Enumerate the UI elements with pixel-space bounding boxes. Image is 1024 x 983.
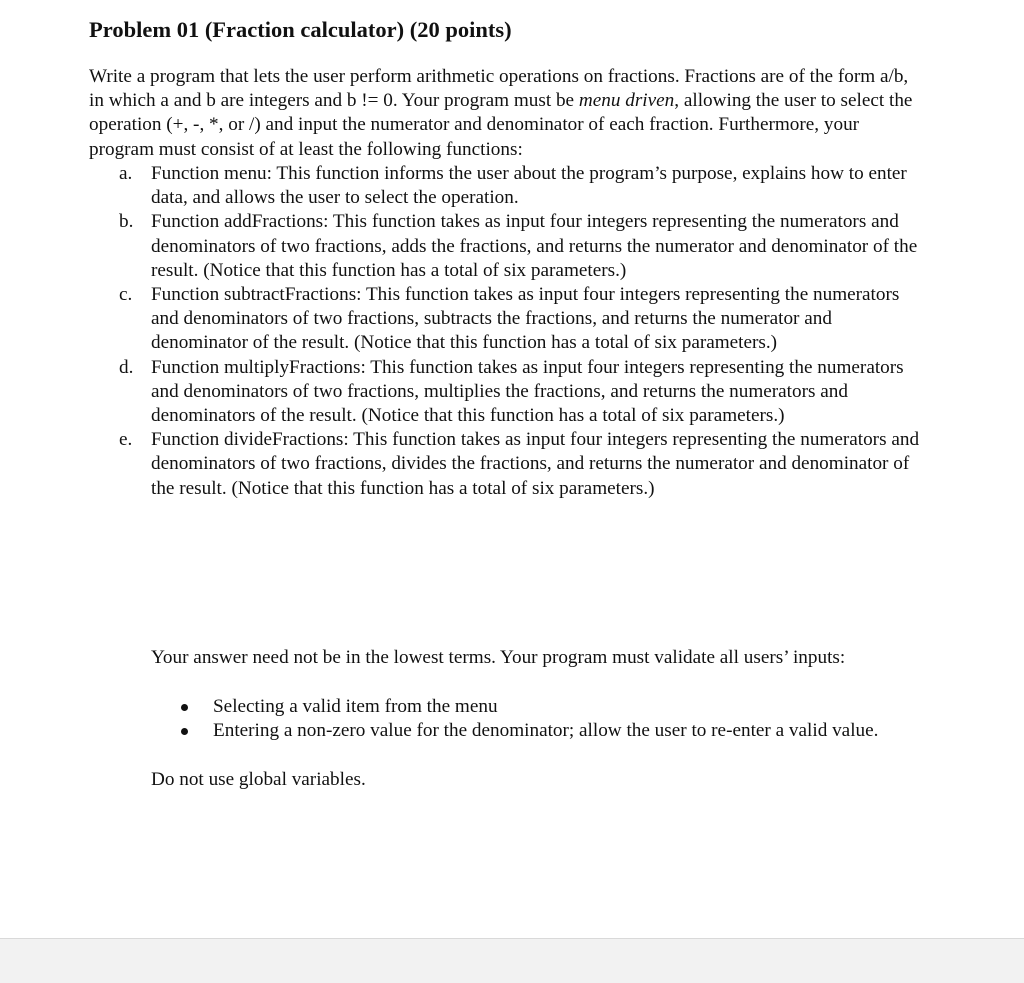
validation-item (151, 695, 911, 719)
validation-note: Your answer need not be in the lowest terms. Your program must validate all users’ inputs: (151, 647, 846, 668)
function-item-add-fractions (89, 210, 924, 283)
intro-paragraph (89, 65, 924, 162)
list-marker: a. (119, 163, 133, 184)
closing-instruction: Do not use global variables. (151, 769, 366, 790)
function-item-subtract-fractions (89, 283, 924, 356)
validation-item (151, 719, 911, 743)
viewer-bottom-bar (0, 938, 1024, 983)
validation-text: Entering a non-zero value for the denominator; allow the user to re-enter a valid value. (213, 720, 879, 742)
problem-title: Problem 01 (Fraction calculator) (20 points) (89, 17, 512, 42)
function-item-multiply-fractions (89, 356, 924, 429)
function-description: Function multiplyFractions: This function takes as input four integers representing the numerators and denominators of two fractions, multiplies the fractions, and returns the numerators and denominators of the result. (Notice that this function has a total of six parameters.) (151, 356, 904, 427)
intro-text-end: , allowing the user to select the operation (+, -, *, or /) and input the numerator and denominator of each fraction. Furthermore, your program must consist of at least the following functions: (89, 90, 913, 160)
function-description: Function addFractions: This function takes as input four integers representing the numerators and denominators of two fractions, adds the fractions, and returns the numerator and denominator of the result. (Notice that this function has a total of six parameters.) (151, 211, 918, 281)
function-description: Function menu: This function informs the user about the program’s purpose, explains how to enter data, and allows the user to select the operation. (151, 163, 907, 209)
validation-list (151, 695, 911, 743)
list-marker: e. (119, 429, 133, 451)
function-description: Function divideFractions: This function takes as input four integers representing the numerators and denominators of two fractions, divides the fractions, and returns the numerator and denominator of the result. (Notice that this function has a total of six parameters.) (151, 429, 920, 499)
function-list (89, 162, 924, 501)
list-marker: b. (119, 211, 134, 233)
list-marker: c. (119, 284, 133, 306)
function-item-divide-fractions (89, 428, 924, 501)
bullet-icon (181, 704, 188, 711)
list-marker: d. (119, 356, 134, 378)
intro-text-start: Write a program that lets the user perform arithmetic operations on fractions. Fractions are of the form a/b, in which a and b are integers and b != 0. Your program must be (89, 66, 909, 112)
bullet-icon (181, 728, 188, 735)
intro-emphasis: menu driven (578, 90, 675, 112)
function-description: Function subtractFractions: This function takes as input four integers representing the numerators and denominators of two fractions, subtracts the fractions, and returns the numerator and denominator of the result. (Notice that this function has a total of six parameters.) (151, 284, 900, 354)
function-item-menu (89, 162, 924, 210)
validation-text: Selecting a valid item from the menu (213, 696, 498, 717)
